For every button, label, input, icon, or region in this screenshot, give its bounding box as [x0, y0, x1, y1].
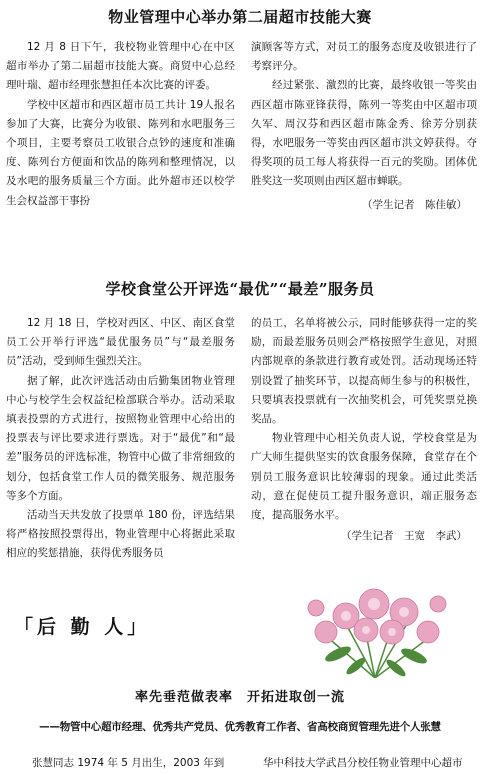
article1-left-column: [6, 38, 235, 211]
flower-bouquet-illustration: [296, 574, 454, 678]
article1-paragraph: 12 月 8 日下午，我校物业管理中心在中区超市举办了第二届超市技能大赛。商贸中心总经理叶瑞、超市经理张慧担任本次比赛的评委。: [6, 41, 235, 92]
article2-paragraph: 12 月 18 日，学校对西区、中区、南区食堂员工公开举行评选“最优服务员”与“最差服务员”活动，受到师生强烈关注。: [6, 317, 235, 368]
article2-paragraph: 物业管理中心相关负责人说，学校食堂是为广大师生提供坚实的饮食服务保障，食堂存在个别员工服务意识比较薄弱的现象。通过此类活动，意在促使员工提升服务意识，端正服务态度，提高服务水平。: [251, 432, 477, 522]
article2-paragraph: 的员工，名单将被公示，同时能够获得一定的奖励，而最差服务员则会严格按照学生意见，对照内部规章的条款进行教育或处罚。活动现场还特别设置了抽奖环节，以提高师生参与的积极性，只要填表投票就有一次抽奖机会，可凭奖票兑换奖品。: [251, 317, 477, 426]
article2-paragraph: 据了解，此次评选活动由后勤集团物业管理中心与校学生会权益纪检部联合举办。活动采取填表投票的方式进行，按照物业管理中心给出的投票表与评比要求进行票选。对于“最优”和“最差”服务员的评选标准，物管中心做了非常细致的划分，包括食堂工作人员的微笑服务、规范服务等多个方面。: [6, 374, 235, 502]
feature-slogan: 率先垂范做表率 开拓进取创一流: [134, 690, 345, 705]
feature-body-right: 华中科技大学武昌分校任物业管理中心超市: [263, 757, 463, 769]
article1-title: 物业管理中心举办第二届超市技能大赛: [108, 8, 372, 26]
feature-subhead: ——物管中心超市经理、优秀共产党员、优秀教育工作者、省高校商贸管理先进个人张慧: [39, 721, 441, 733]
article1-paragraph: 学校中区超市和西区超市员工共计 19人报名参加了大赛，比赛分为收银、陈列和水吧服务三个项目，主要考察员工收银合点钞的速度和准确度、陈列台方便面和饮品的陈列和整理情况，以及水吧的服务质量三个方面。此外超市还以校学生会权益部干事扮: [6, 98, 235, 207]
article2-paragraph: 活动当天共发放了投票单 180 份，评选结果将严格按照投票得出，物业管理中心将据此采取相应的奖惩措施，获得优秀服务员: [6, 509, 235, 560]
article1-right-column: [251, 38, 477, 215]
article2-right-column: [251, 314, 477, 546]
section-tag: 「后 勤 人」: [14, 616, 151, 638]
article2-title: 学校食堂公开评选“最优”“最差”服务员: [105, 280, 375, 298]
article1-paragraph: 演顾客等方式，对员工的服务态度及收银进行了考察评分。: [251, 41, 477, 73]
article1-byline: （学生记者 陈佳敏）: [362, 198, 467, 211]
feature-body-left: 张慧同志 1974 年 5 月出生，2003 年到: [32, 757, 225, 769]
article2-left-column: [6, 314, 235, 564]
article2-byline: （学生记者 王宽 李武）: [341, 530, 467, 543]
article1-paragraph: 经过紧张、激烈的比赛，最终收银一等奖由西区超市陈亚锋获得，陈列一等奖由中区超市项久军、周汉芬和西区超市陈金秀、徐芳分别获得，水吧服务一等奖由西区超市洪文婷获得。夺得奖项的员工每人将获得一百元的奖励。团体优胜奖这一奖项则由西区超市蝉联。: [251, 79, 477, 188]
